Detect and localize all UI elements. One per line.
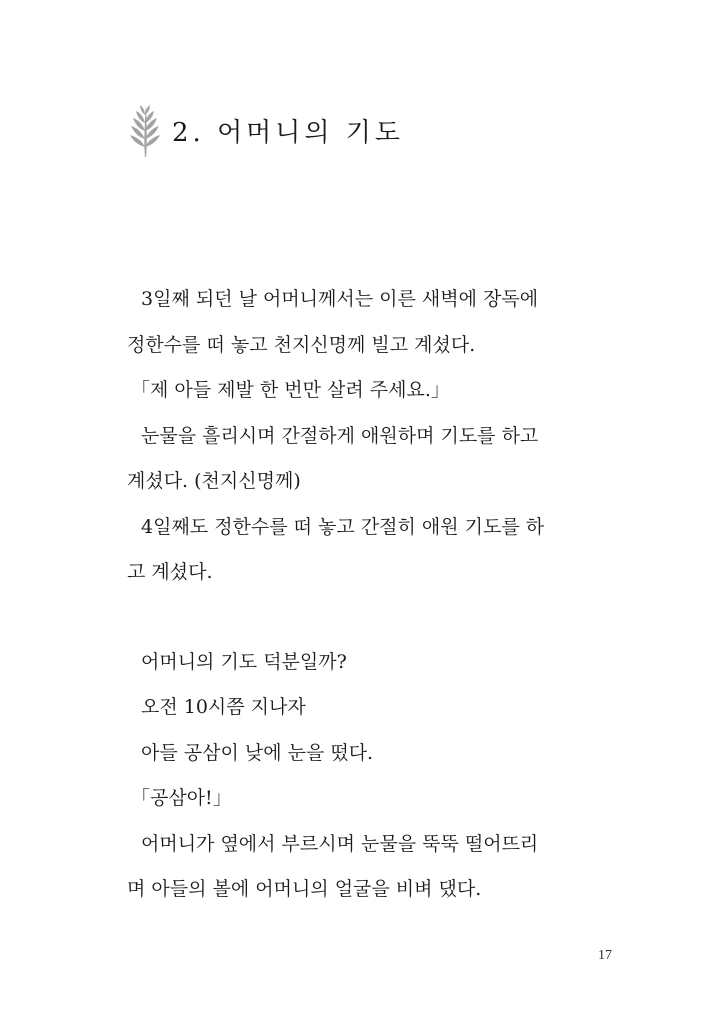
text-line: 오전 10시쯤 지나자 — [141, 696, 306, 718]
paragraph-gap — [127, 596, 617, 640]
text-line: 눈물을 흘리시며 간절하게 애원하며 기도를 하고 — [141, 424, 539, 447]
text-line: 며 아들의 볼에 어머니의 얼굴을 비벼 댔다. — [127, 878, 482, 900]
text-line: 고 계셨다. — [127, 561, 213, 583]
text-line: 어머니의 기도 덕분일까? — [141, 650, 347, 673]
text-line: 4일째도 정한수를 떠 놓고 간절히 애원 기도를 하 — [141, 515, 545, 538]
text-line: 계셨다. (천지신명께) — [127, 470, 301, 492]
body-text — [127, 277, 617, 913]
text-line: 어머니가 옆에서 부르시며 눈물을 뚝뚝 떨어뜨리 — [141, 832, 539, 855]
leaf-icon — [128, 101, 162, 159]
text-line: 정한수를 떠 놓고 천지신명께 빌고 계셨다. — [127, 333, 476, 356]
page-number: 17 — [598, 948, 612, 963]
text-line: 아들 공삼이 낮에 눈을 떴다. — [141, 741, 374, 764]
text-line: 「공삼아!」 — [131, 787, 232, 809]
chapter-heading — [128, 100, 404, 160]
text-line: 3일째 되던 날 어머니께서는 이른 새벽에 장독에 — [141, 288, 539, 310]
text-line: 「제 아들 제발 한 번만 살려 주세요.」 — [131, 379, 450, 401]
chapter-title: 2. 어머니의 기도 — [172, 117, 405, 148]
